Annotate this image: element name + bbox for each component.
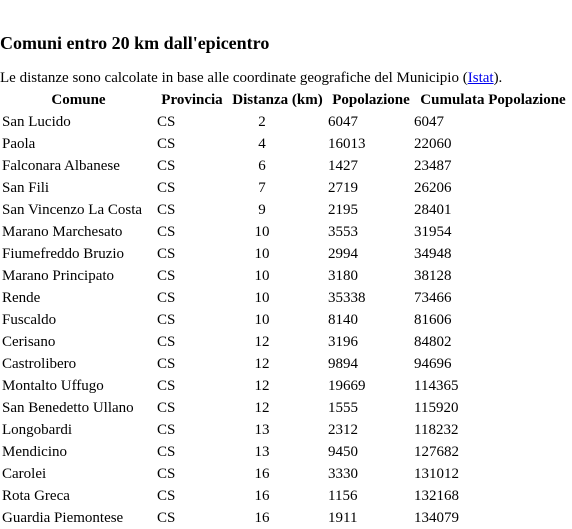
cell-provincia: CS xyxy=(157,466,176,482)
distanza-value: 10 xyxy=(254,246,270,262)
cell-cumulata: 73466 xyxy=(414,290,452,306)
table-row xyxy=(0,243,572,265)
cell-distanza xyxy=(227,485,328,507)
cell-popolazione: 1911 xyxy=(328,510,358,526)
cell-cumulata: 26206 xyxy=(414,180,452,196)
distanza-value: 16 xyxy=(254,488,270,504)
table-row xyxy=(0,111,572,133)
cell-distanza xyxy=(227,353,328,375)
cell-comune: Castrolibero xyxy=(2,356,77,372)
cell-cumulata: 23487 xyxy=(414,158,452,174)
cell-provincia: CS xyxy=(157,136,176,152)
cell-distanza xyxy=(227,441,328,463)
cell-distanza xyxy=(227,463,328,485)
cell-distanza xyxy=(227,419,328,441)
cell-provincia: CS xyxy=(157,334,176,350)
cell-cumulata: 131012 xyxy=(414,466,459,482)
cell-cumulata: 127682 xyxy=(414,444,459,460)
cell-cumulata: 28401 xyxy=(414,202,452,218)
distanza-value: 12 xyxy=(254,356,270,372)
cell-comune: Longobardi xyxy=(2,422,72,438)
distanza-value: 12 xyxy=(254,378,270,394)
cell-comune: San Vincenzo La Costa xyxy=(2,202,143,218)
distanza-value: 4 xyxy=(258,136,266,152)
cell-popolazione: 6047 xyxy=(328,114,358,130)
table-row xyxy=(0,287,572,309)
cell-popolazione: 3330 xyxy=(328,466,358,482)
header-cumulata: Cumulata Popolazione xyxy=(420,92,566,108)
intro-text-before: Le distanze sono calcolate in base alle coordinate geografiche del Municipio ( xyxy=(0,70,468,86)
cell-distanza xyxy=(227,265,328,287)
cell-popolazione: 16013 xyxy=(328,136,366,152)
cell-comune: Paola xyxy=(2,136,36,152)
cell-provincia: CS xyxy=(157,312,176,328)
cell-comune: San Benedetto Ullano xyxy=(2,400,134,416)
cell-comune: Marano Marchesato xyxy=(2,224,123,240)
cell-provincia: CS xyxy=(157,268,176,284)
cell-provincia: CS xyxy=(157,378,176,394)
table-row xyxy=(0,419,572,441)
cell-cumulata: 31954 xyxy=(414,224,452,240)
distanza-value: 10 xyxy=(254,290,270,306)
cell-distanza xyxy=(227,111,328,133)
cell-cumulata: 118232 xyxy=(414,422,459,438)
distanza-value: 16 xyxy=(254,510,270,526)
cell-provincia: CS xyxy=(157,246,176,262)
page-heading: Comuni entro 20 km dall'epicentro xyxy=(0,33,270,53)
cell-distanza xyxy=(227,221,328,243)
cell-distanza xyxy=(227,133,328,155)
cell-comune: Guardia Piemontese xyxy=(2,510,124,526)
cell-provincia: CS xyxy=(157,114,176,130)
distanza-value: 10 xyxy=(254,268,270,284)
cell-popolazione: 19669 xyxy=(328,378,366,394)
cell-comune: Fuscaldo xyxy=(2,312,57,328)
distanza-value: 16 xyxy=(254,466,270,482)
table-row xyxy=(0,177,572,199)
distanza-value: 7 xyxy=(258,180,266,196)
cell-comune: Falconara Albanese xyxy=(2,158,120,174)
cell-provincia: CS xyxy=(157,356,176,372)
table-row xyxy=(0,485,572,507)
table-row xyxy=(0,155,572,177)
header-popolazione: Popolazione xyxy=(332,92,410,108)
cell-comune: Montalto Uffugo xyxy=(2,378,104,394)
table-row xyxy=(0,441,572,463)
cell-distanza xyxy=(227,331,328,353)
cell-distanza xyxy=(227,397,328,419)
intro-paragraph xyxy=(0,69,502,87)
table-row xyxy=(0,309,572,331)
cell-cumulata: 34948 xyxy=(414,246,452,262)
cell-popolazione: 8140 xyxy=(328,312,358,328)
cell-comune: San Fili xyxy=(2,180,50,196)
table-body xyxy=(0,111,572,529)
cell-cumulata: 132168 xyxy=(414,488,459,504)
cell-comune: Fiumefreddo Bruzio xyxy=(2,246,125,262)
header-distanza: Distanza (km) xyxy=(232,92,323,108)
cell-cumulata: 84802 xyxy=(414,334,452,350)
header-provincia: Provincia xyxy=(161,92,223,108)
cell-provincia: CS xyxy=(157,488,176,504)
cell-comune: Carolei xyxy=(2,466,47,482)
cell-popolazione: 2195 xyxy=(328,202,358,218)
cell-distanza xyxy=(227,287,328,309)
cell-popolazione: 2312 xyxy=(328,422,358,438)
cell-cumulata: 134079 xyxy=(414,510,459,526)
cell-provincia: CS xyxy=(157,510,176,526)
cell-provincia: CS xyxy=(157,202,176,218)
cell-distanza xyxy=(227,507,328,529)
cell-popolazione: 3180 xyxy=(328,268,358,284)
table-row xyxy=(0,221,572,243)
distanza-value: 9 xyxy=(258,202,266,218)
cell-cumulata: 115920 xyxy=(414,400,459,416)
table-row xyxy=(0,397,572,419)
cell-comune: Marano Principato xyxy=(2,268,115,284)
istat-link[interactable]: Istat xyxy=(467,70,494,86)
distanza-value: 13 xyxy=(254,422,270,438)
cell-distanza xyxy=(227,155,328,177)
cell-popolazione: 2719 xyxy=(328,180,358,196)
table-row xyxy=(0,353,572,375)
cell-comune: Rende xyxy=(2,290,41,306)
distanza-value: 10 xyxy=(254,312,270,328)
cell-cumulata: 22060 xyxy=(414,136,452,152)
cell-cumulata: 94696 xyxy=(414,356,452,372)
table-row xyxy=(0,133,572,155)
table-row xyxy=(0,331,572,353)
cell-popolazione: 9894 xyxy=(328,356,358,372)
cell-provincia: CS xyxy=(157,422,176,438)
cell-provincia: CS xyxy=(157,224,176,240)
cell-cumulata: 6047 xyxy=(414,114,444,130)
cell-popolazione: 1427 xyxy=(328,158,358,174)
distanza-value: 12 xyxy=(254,400,270,416)
header-comune: Comune xyxy=(51,92,106,108)
cell-distanza xyxy=(227,199,328,221)
cell-popolazione: 2994 xyxy=(328,246,358,262)
cell-popolazione: 1156 xyxy=(328,488,358,504)
cell-comune: Rota Greca xyxy=(2,488,70,504)
table-row xyxy=(0,265,572,287)
cell-distanza xyxy=(227,177,328,199)
distanza-value: 6 xyxy=(258,158,266,174)
cell-popolazione: 9450 xyxy=(328,444,358,460)
distanza-value: 12 xyxy=(254,334,270,350)
cell-cumulata: 38128 xyxy=(414,268,452,284)
cell-provincia: CS xyxy=(157,158,176,174)
cell-provincia: CS xyxy=(157,400,176,416)
table-row xyxy=(0,375,572,397)
distanza-value: 10 xyxy=(254,224,270,240)
cell-popolazione: 3196 xyxy=(328,334,358,350)
cell-provincia: CS xyxy=(157,290,176,306)
cell-distanza xyxy=(227,309,328,331)
cell-comune: Mendicino xyxy=(2,444,67,460)
cell-comune: Cerisano xyxy=(2,334,56,350)
table-row xyxy=(0,199,572,221)
table-row xyxy=(0,463,572,485)
cell-distanza xyxy=(227,375,328,397)
comuni-table xyxy=(0,89,572,529)
cell-comune: San Lucido xyxy=(2,114,71,130)
table-row xyxy=(0,507,572,529)
cell-provincia: CS xyxy=(157,180,176,196)
table-header-row xyxy=(0,89,572,111)
cell-cumulata: 114365 xyxy=(414,378,459,394)
cell-popolazione: 1555 xyxy=(328,400,358,416)
cell-provincia: CS xyxy=(157,444,176,460)
cell-cumulata: 81606 xyxy=(414,312,452,328)
intro-text-after: ). xyxy=(493,70,503,86)
cell-popolazione: 35338 xyxy=(328,290,366,306)
cell-popolazione: 3553 xyxy=(328,224,358,240)
distanza-value: 13 xyxy=(254,444,270,460)
cell-distanza xyxy=(227,243,328,265)
distanza-value: 2 xyxy=(258,114,266,130)
